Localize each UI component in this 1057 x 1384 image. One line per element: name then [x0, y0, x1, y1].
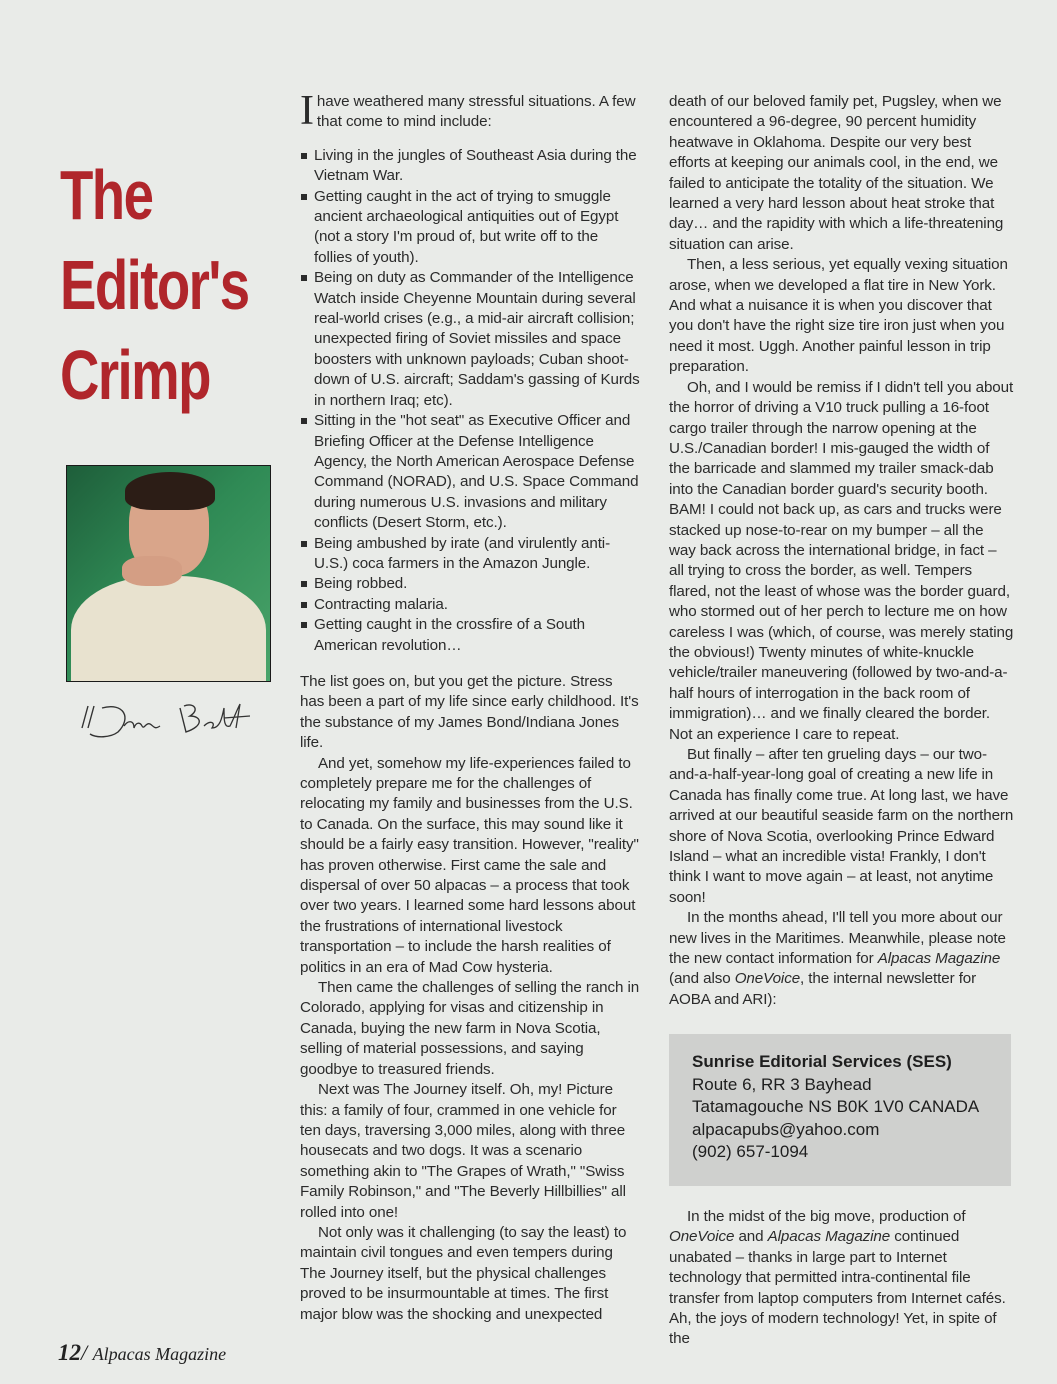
contact-address-line: Tatamagouche NS B0K 1V0 CANADA: [692, 1097, 980, 1116]
paragraph: The list goes on, but you get the picture. Stress has been a part of my life since early childhood. It's the substance of my James Bond/Indiana Jones life.: [300, 672, 639, 752]
page-folio: 12/ Alpacas Magazine: [58, 1340, 227, 1365]
article-title: [60, 150, 249, 420]
list-item: Getting caught in the crossfire of a South American revolution…: [300, 615, 640, 656]
paragraph: In the midst of the big move, production of OneVoice and Alpacas Magazine continued unabated – thanks in large part to Internet technology that permitted intra-continental file transfer from laptop computers from Internet cafés. Ah, the joys of modern technology! Yet, in spite of the: [669, 1208, 1006, 1348]
contact-paragraph: In the months ahead, I'll tell you more about our new lives in the Maritimes. Meanwhile, please note the new contact information for Alpacas Magazine (and also OneVoice, the internal newsletter for AOBA and ARI):: [669, 909, 1006, 1008]
contact-address-line: Route 6, RR 3 Bayhead: [692, 1074, 872, 1094]
paragraph: Then came the challenges of selling the ranch in Colorado, applying for visas and citizenship in Canada, buying the new farm in Nova Scotia, selling of material possessions, and saying goodbye to treasured friends.: [300, 979, 640, 1078]
paragraph: Then, a less serious, yet equally vexing situation arose, when we developed a flat tire in New York. And what a nuisance it is when you discover that you don't have the right size tire iron just when you need it most. Uggh. Another painful lesson in trip preparation.: [669, 256, 1008, 376]
paragraph: Not only was it challenging (to say the least) to maintain civil tongues and even tempers during The Journey itself, but the physical challenges proved to be insurmountable at times. The first major blow was the shocking and unexpected: [300, 1223, 627, 1323]
list-item: Sitting in the "hot seat" as Executive Officer and Briefing Officer at the Defense Intelligence Agency, the North American Aerospace Defense Command (NORAD), and U.S. Space Command during numerous U.S. invasions and military conflicts (Desert Storm, etc.).: [300, 411, 640, 533]
list-item: Contracting malaria.: [300, 595, 640, 615]
paragraph: But finally – after ten grueling days – our two-and-a-half-year-long goal of creating a new life in Canada has finally come true. At long last, we have arrived at our beautiful seaside farm on the northern shore of Nova Scotia, overlooking Prince Edward Island – what an incredible vista! Frankly, I don't think I want to move again – at least, not anytime soon!: [669, 746, 1014, 906]
list-item: Being ambushed by irate (and virulently anti-U.S.) coca farmers in the Amazon Jungle.: [300, 534, 640, 575]
contact-email: alpacapubs@yahoo.com: [692, 1119, 880, 1139]
column-2: [669, 92, 1014, 1010]
stress-list: [300, 146, 640, 656]
contact-name: Sunrise Editorial Services (SES): [692, 1052, 952, 1071]
intro-paragraph: Ihave weathered many stressful situations. A few that come to mind include:: [300, 88, 636, 134]
column-1: [300, 88, 640, 1325]
title-line: Crimp: [60, 336, 210, 414]
magazine-name: Alpacas Magazine: [92, 1344, 227, 1364]
contact-phone: (902) 657-1094: [692, 1142, 809, 1161]
paragraph: Next was The Journey itself. Oh, my! Picture this: a family of four, crammed in one vehicle for ten days, traversing 3,000 miles, along with three housecats and two dogs. It was a scenario something akin to "The Grapes of Wrath," "Swiss Family Robinson," and "The Beverly Hillbillies" all rolled into one!: [300, 1081, 626, 1221]
editor-photo: [66, 465, 271, 682]
page-number: 12: [58, 1340, 81, 1365]
list-item: Getting caught in the act of trying to smuggle ancient archaeological antiquities out of Egypt (not a story I'm proud of, but write off to the follies of youth).: [300, 187, 640, 269]
list-item: Living in the jungles of Southeast Asia during the Vietnam War.: [300, 146, 640, 187]
paragraph: Oh, and I would be remiss if I didn't tell you about the horror of driving a V10 truck pulling a 16-foot cargo trailer through the narrow opening at the U.S./Canadian border! I mis-gauged the width of the barricade and slammed my trailer smack-dab into the Canadian border guard's security booth. BAM! I could not back up, as cars and trucks were stacked up nose-to-rear on my bumper – all the way back across the international bridge, in fact – all trying to cross the border, as well. Tempers flared, not the least of whose was the border guard, who stormed out of her perch to lecture me on how careless I was (which, of course, was merely stating the obvious!) Twenty minutes of white-knuckle vehicle/trailer maneuvering (followed by two-and-a-half hours of interrogation in the back room of immigration)… and we finally cleared the border. Not an experience I care to repeat.: [669, 378, 1014, 743]
paragraph: And yet, somehow my life-experiences failed to completely prepare me for the challenges of relocating my family and businesses from the U.S. to Canada. On the surface, this may sound like it should be a fairly easy transition. However, "reality" has proven otherwise. First came the sale and dispersal of over 50 alpacas – a process that took over two years. I learned some hard lessons about the frustrations of international livestock transportation – to include the harsh realities of politics in an era of Mad Cow hysteria.: [300, 754, 639, 976]
paragraph: death of our beloved family pet, Pugsley, when we encountered a 96-degree, 90 percent humidity heatwave in Oklahoma. Despite our very best efforts at keeping our animals cool, in the end, we failed to anticipate the totality of the situation. We learned a very hard lesson about heat stroke that day… and the rapidity with which a life-threatening situation can arise.: [669, 93, 1004, 253]
contact-box: [669, 1034, 1011, 1186]
list-item: Being robbed.: [300, 574, 640, 594]
list-item: Being on duty as Commander of the Intelligence Watch inside Cheyenne Mountain during several real-world crises (e.g., a mid-air aircraft collision; unexpected firing of Soviet missiles and space boosters with unknown payloads; Cuban shoot-down of U.S. aircraft; Saddam's gassing of Kurds in northern Iraq; etc).: [300, 268, 640, 411]
column-2-continued: [669, 1207, 1014, 1350]
drop-cap: I: [300, 88, 314, 134]
title-line: The: [60, 156, 153, 234]
title-line: Editor's: [60, 246, 249, 324]
signature: [74, 698, 274, 748]
